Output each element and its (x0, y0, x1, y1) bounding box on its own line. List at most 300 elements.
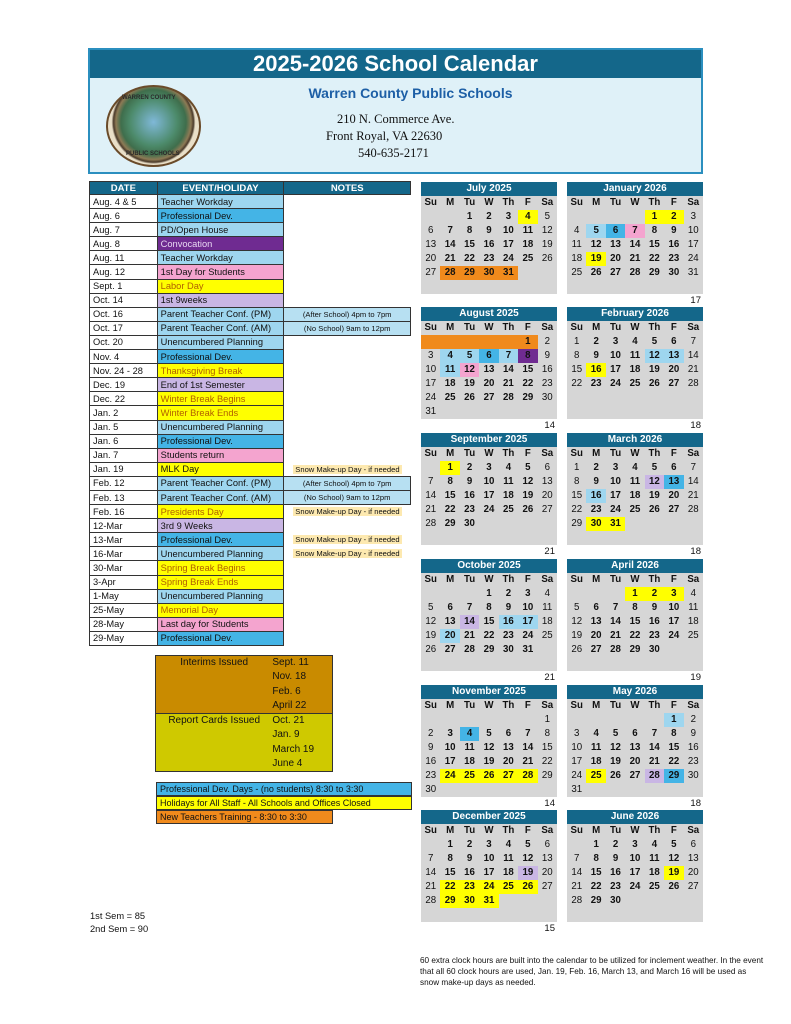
weekday-header: M (446, 574, 455, 585)
calendar-day: 18 (649, 867, 660, 878)
event-note-text: (After School) 4pm to 7pm (302, 309, 392, 319)
calendar-empty-cell (460, 783, 479, 797)
month-calendar (567, 182, 703, 308)
calendar-day: 28 (440, 266, 459, 280)
instructional-day-count (567, 922, 703, 936)
month-grid (567, 196, 703, 294)
calendar-day: 12 (425, 616, 437, 627)
weekday-header: Th (648, 448, 661, 459)
event-name: Professional Dev. (157, 533, 284, 547)
calendar-day: 3 (525, 588, 531, 599)
weekday-header: F (524, 825, 531, 836)
calendar-empty-cell (499, 657, 518, 671)
calendar-empty-cell (479, 517, 498, 531)
calendar-empty-cell (499, 335, 518, 349)
weekday-header: Su (570, 322, 583, 333)
event-note (284, 350, 411, 364)
calendar-day: 17 (483, 490, 495, 501)
calendar-empty-cell (586, 210, 605, 224)
weekday-header: Th (648, 322, 661, 333)
month-grid (567, 321, 703, 419)
event-row (90, 533, 411, 547)
calendar-empty-cell (645, 405, 664, 419)
event-row (90, 603, 411, 617)
event-name: Winter Break Begins (157, 392, 284, 406)
event-note-text: Snow Make-up Day - if needed (295, 549, 400, 559)
weekday-header: Tu (464, 197, 476, 208)
weekday-header: Su (570, 448, 583, 459)
calendar-day: 23 (483, 253, 495, 264)
calendar-day: 12 (610, 742, 621, 753)
calendar-day: 26 (610, 770, 621, 781)
event-name: 3rd 9 Weeks (157, 519, 284, 533)
calendar-day: 23 (649, 630, 660, 641)
weekday-header: Su (424, 448, 437, 459)
calendar-day: 5 (651, 336, 658, 347)
calendar-day: 23 (590, 378, 602, 389)
calendar-day: 11 (522, 225, 533, 236)
event-row (90, 617, 411, 631)
calendar-day: 18 (687, 616, 699, 627)
event-name: Unencumbered Planning (157, 335, 284, 349)
calendar-day: 22 (629, 630, 641, 641)
weekday-header: Su (570, 700, 583, 711)
calendar-day: 12 (590, 239, 602, 250)
semester-totals (90, 910, 148, 936)
calendar-day: 23 (668, 253, 680, 264)
event-note (284, 617, 411, 631)
calendar-day: 9 (505, 602, 512, 613)
calendar-day: 20 (425, 253, 437, 264)
calendar-empty-cell (421, 210, 440, 224)
calendar-day: 15 (571, 490, 583, 501)
calendar-day: 15 (590, 867, 602, 878)
event-row (90, 378, 411, 392)
calendar-day: 8 (466, 225, 473, 236)
calendar-day: 5 (544, 211, 550, 222)
event-row (90, 392, 411, 406)
calendar-day: 13 (664, 349, 683, 363)
weekday-header: Th (648, 825, 661, 836)
calendar-day: 15 (541, 742, 553, 753)
calendar-day: 3 (690, 211, 696, 222)
calendar-day: 21 (522, 756, 534, 767)
interims-label: Interims Issued (180, 657, 249, 668)
calendar-empty-cell (645, 391, 664, 405)
calendar-empty-cell (518, 405, 537, 419)
calendar-day: 7 (466, 602, 473, 613)
calendar-day: 25 (687, 630, 699, 641)
calendar-day: 24 (483, 504, 495, 515)
calendar-day: 12 (522, 476, 534, 487)
calendar-day: 24 (610, 378, 621, 389)
calendar-day: 5 (574, 602, 580, 613)
calendar-day: 26 (541, 253, 553, 264)
month-title: July 2025 (421, 182, 557, 196)
calendar-empty-cell (518, 517, 537, 531)
month-title: November 2025 (421, 685, 557, 699)
calendar-day: 29 (629, 644, 641, 655)
calendar-day: 9 (486, 225, 492, 236)
calendar-empty-cell (606, 210, 625, 224)
event-note (284, 335, 411, 349)
weekday-header: M (592, 322, 601, 333)
calendar-day: 3 (612, 462, 619, 473)
event-row (90, 223, 411, 237)
interims-box (155, 655, 333, 714)
event-date: Feb. 16 (90, 505, 158, 519)
calendar-day: 2 (505, 588, 512, 599)
weekday-header: Su (424, 574, 437, 585)
calendar-empty-cell (538, 280, 557, 294)
calendar-day: 26 (668, 881, 680, 892)
event-row (90, 462, 411, 476)
event-note (284, 533, 411, 547)
calendar-day: 14 (687, 476, 699, 487)
calendar-day: 20 (440, 629, 459, 643)
weekday-header: Su (570, 825, 583, 836)
weekday-header: Tu (610, 700, 622, 711)
event-date: Aug. 7 (90, 223, 158, 237)
calendar-day: 14 (444, 239, 456, 250)
calendar-empty-cell (586, 713, 605, 727)
calendar-day: 23 (464, 504, 475, 515)
calendar-day: 13 (629, 742, 641, 753)
event-note (284, 364, 411, 378)
calendar-empty-cell (645, 517, 664, 531)
calendar-day: 29 (590, 895, 602, 906)
weekday-header: M (446, 197, 455, 208)
event-name: Students return (157, 448, 284, 462)
event-row (90, 335, 411, 349)
calendar-empty-cell (664, 405, 683, 419)
calendar-day: 9 (593, 476, 599, 487)
calendar-day: 20 (541, 867, 553, 878)
weekday-header: Sa (687, 700, 700, 711)
logo-text-bottom: PUBLIC SCHOOLS (126, 151, 180, 157)
calendar-day: 2 (612, 839, 619, 850)
calendar-day: 23 (425, 770, 437, 781)
calendar-day: 30 (541, 392, 553, 403)
calendar-day: 4 (632, 336, 638, 347)
event-date: Dec. 19 (90, 378, 158, 392)
event-note (284, 307, 411, 321)
calendar-day: 9 (544, 350, 550, 361)
calendar-day: 12 (571, 616, 583, 627)
calendar-empty-cell (460, 280, 479, 294)
event-row (90, 406, 411, 420)
calendar-empty-cell (460, 713, 479, 727)
calendar-day: 16 (541, 364, 553, 375)
calendar-day: 24 (610, 504, 621, 515)
calendar-day: 16 (464, 490, 475, 501)
calendar-day: 16 (586, 363, 605, 377)
event-row (90, 195, 411, 209)
calendar-empty-cell (645, 783, 664, 797)
instructional-day-count: 21 (544, 672, 555, 683)
calendar-day: 2 (690, 714, 696, 725)
event-date: Jan. 5 (90, 420, 158, 434)
calendar-empty-cell (684, 531, 703, 545)
semester-1-total: 1st Sem = 85 (90, 911, 146, 921)
event-name: Parent Teacher Conf. (PM) (157, 476, 284, 490)
event-note (284, 378, 411, 392)
calendar-day: 13 (664, 475, 683, 489)
calendar-day: 21 (425, 881, 437, 892)
weekday-header: F (524, 700, 531, 711)
calendar-empty-cell (421, 335, 440, 349)
report-schedule (155, 655, 333, 772)
instructional-day-count: 17 (690, 295, 701, 306)
calendar-day: 31 (425, 406, 437, 417)
calendar-empty-cell (606, 908, 625, 922)
calendar-day: 21 (503, 378, 514, 389)
header-panel (88, 48, 703, 174)
month-title: December 2025 (421, 810, 557, 824)
weekday-header: Tu (610, 322, 622, 333)
event-row (90, 448, 411, 462)
event-row (90, 209, 411, 223)
calendar-empty-cell (684, 280, 703, 294)
calendar-empty-cell (645, 280, 664, 294)
weekday-header: F (524, 197, 531, 208)
calendar-day: 31 (522, 644, 534, 655)
event-row (90, 589, 411, 603)
calendar-empty-cell (440, 657, 459, 671)
calendar-day: 11 (629, 350, 641, 361)
calendar-day: 3 (632, 839, 638, 850)
calendar-day: 16 (464, 867, 475, 878)
instructional-day-count: 18 (690, 546, 701, 557)
event-date: Aug. 12 (90, 265, 158, 279)
calendar-day: 14 (649, 742, 660, 753)
calendar-day: 24 (479, 880, 498, 894)
calendar-day: 21 (464, 630, 475, 641)
calendar-empty-cell (567, 587, 586, 601)
calendar-day: 1 (625, 587, 644, 601)
calendar-day: 28 (425, 518, 437, 529)
event-row (90, 307, 411, 321)
calendar-day: 22 (440, 880, 459, 894)
event-note (284, 434, 411, 448)
calendar-day: 18 (464, 756, 475, 767)
weekday-header: W (484, 322, 494, 333)
month-title: March 2026 (567, 433, 703, 447)
calendar-day: 20 (687, 867, 699, 878)
event-row (90, 321, 411, 335)
calendar-day: 29 (522, 392, 534, 403)
event-date: 3-Apr (90, 575, 158, 589)
calendar-day: 1 (447, 839, 453, 850)
calendar-day: 15 (668, 742, 680, 753)
weekday-header: F (670, 197, 677, 208)
calendar-empty-cell (538, 517, 557, 531)
calendar-day: 24 (440, 769, 459, 783)
calendar-day: 28 (464, 644, 475, 655)
calendar-day: 28 (571, 895, 583, 906)
calendar-day: 6 (671, 462, 677, 473)
calendar-day: 8 (632, 602, 638, 613)
calendar-empty-cell (460, 335, 479, 349)
calendar-day: 18 (444, 378, 456, 389)
calendar-empty-cell (586, 657, 605, 671)
calendar-day: 2 (466, 462, 473, 473)
calendar-day: 17 (668, 616, 680, 627)
calendar-day: 4 (440, 349, 459, 363)
calendar-day: 31 (571, 784, 583, 795)
calendar-day: 15 (571, 364, 583, 375)
calendar-day: 17 (629, 867, 641, 878)
calendar-day: 1 (645, 210, 664, 224)
event-row (90, 350, 411, 364)
calendar-day: 27 (541, 504, 553, 515)
calendar-day: 28 (425, 895, 437, 906)
calendar-day: 11 (503, 853, 514, 864)
event-note (284, 519, 411, 533)
calendar-day: 8 (518, 349, 537, 363)
month-grid (421, 824, 557, 922)
calendar-day: 16 (668, 239, 680, 250)
event-date: Jan. 19 (90, 462, 158, 476)
address-line-1: 210 N. Commerce Ave. (337, 112, 455, 126)
calendar-empty-cell (499, 783, 518, 797)
event-name: Professional Dev. (157, 434, 284, 448)
event-date: 28-May (90, 617, 158, 631)
calendar-day: 26 (522, 504, 534, 515)
calendar-day: 8 (574, 350, 580, 361)
calendar-day: 7 (428, 476, 434, 487)
calendar-day: 3 (664, 587, 683, 601)
calendar-empty-cell (684, 894, 703, 908)
calendar-day: 25 (586, 769, 605, 783)
calendar-empty-cell (684, 643, 703, 657)
calendar-day: 22 (483, 630, 495, 641)
month-calendar (567, 307, 703, 433)
calendar-day: 27 (668, 504, 680, 515)
calendar-empty-cell (606, 531, 625, 545)
event-date: 1-May (90, 589, 158, 603)
events-table (89, 181, 411, 646)
calendar-empty-cell (421, 461, 440, 475)
calendar-day: 28 (687, 504, 699, 515)
calendar-day: 2 (593, 336, 599, 347)
weekday-header: Su (424, 825, 437, 836)
calendar-day: 19 (464, 378, 475, 389)
calendar-day: 8 (447, 476, 453, 487)
calendar-day: 23 (610, 881, 621, 892)
calendar-empty-cell (664, 643, 683, 657)
calendar-empty-cell (645, 657, 664, 671)
calendar-day: 6 (606, 224, 625, 238)
calendar-empty-cell (625, 908, 644, 922)
event-row (90, 434, 411, 448)
weekday-header: Sa (687, 322, 700, 333)
event-date: Aug. 8 (90, 237, 158, 251)
calendar-empty-cell (460, 531, 479, 545)
weekday-header: W (484, 574, 494, 585)
calendar-day: 16 (586, 489, 605, 503)
weekday-header: W (484, 448, 494, 459)
calendar-day: 8 (574, 476, 580, 487)
event-note (284, 631, 411, 645)
event-name: Professional Dev. (157, 350, 284, 364)
calendar-day: 11 (542, 602, 553, 613)
calendar-day: 10 (425, 364, 437, 375)
event-date: 12-Mar (90, 519, 158, 533)
calendar-day: 3 (447, 728, 453, 739)
calendar-day: 8 (651, 225, 658, 236)
calendar-day: 21 (629, 253, 641, 264)
event-note-text: (No School) 9am to 12pm (303, 493, 391, 503)
calendar-day: 15 (649, 239, 660, 250)
weekday-header: Th (648, 574, 661, 585)
weekday-header: Sa (541, 322, 554, 333)
calendar-day: 6 (544, 839, 550, 850)
calendar-day: 28 (518, 769, 537, 783)
calendar-day: 2 (664, 210, 683, 224)
calendar-day: 19 (649, 490, 660, 501)
calendar-day: 16 (687, 742, 699, 753)
calendar-empty-cell (460, 405, 479, 419)
legend-holidays: Holidays for All Staff - All Schools and Offices Closed (156, 796, 412, 810)
calendar-empty-cell (479, 713, 498, 727)
weekday-header: Sa (541, 825, 554, 836)
calendar-empty-cell (499, 713, 518, 727)
calendar-day: 14 (571, 867, 583, 878)
calendar-day: 29 (460, 266, 479, 280)
calendar-day: 30 (586, 517, 605, 531)
calendar-empty-cell (479, 335, 498, 349)
event-date: Oct. 14 (90, 293, 158, 307)
calendar-day: 25 (460, 769, 479, 783)
calendar-day: 14 (425, 867, 437, 878)
calendar-empty-cell (684, 783, 703, 797)
calendar-day: 24 (687, 253, 699, 264)
calendar-day: 4 (544, 588, 550, 599)
calendar-day: 4 (690, 588, 696, 599)
event-name: Presidents Day (157, 505, 284, 519)
calendar-day: 25 (522, 253, 534, 264)
calendar-empty-cell (625, 405, 644, 419)
calendar-empty-cell (479, 908, 498, 922)
address-line-2: Front Royal, VA 22630 (326, 129, 443, 143)
calendar-day: 23 (460, 880, 479, 894)
calendar-day: 12 (645, 349, 664, 363)
weekday-header: Sa (541, 574, 554, 585)
event-name: End of 1st Semester (157, 378, 284, 392)
calendar-day: 1 (440, 461, 459, 475)
calendar-day: 5 (612, 728, 619, 739)
event-name: Last day for Students (157, 617, 284, 631)
event-row (90, 293, 411, 307)
instructional-day-count: 14 (544, 420, 555, 431)
calendar-empty-cell (586, 783, 605, 797)
calendar-day: 5 (428, 602, 434, 613)
event-name: Parent Teacher Conf. (AM) (157, 321, 284, 335)
calendar-day: 11 (571, 239, 582, 250)
calendar-day: 1 (664, 713, 683, 727)
calendar-empty-cell (645, 894, 664, 908)
weekday-header: Su (570, 197, 583, 208)
calendar-day: 14 (610, 616, 621, 627)
calendar-day: 13 (687, 853, 699, 864)
month-calendar (421, 559, 557, 685)
snow-day-footnote: 60 extra clock hours are built into the calendar to be utilized for inclement weather. In the event that all 60 clock hours are used, Jan. 19, Feb. 16, March 13, and March 16 will be used as snow make-up days as needed. (420, 956, 764, 987)
calendar-empty-cell (421, 280, 440, 294)
event-name: Spring Break Ends (157, 575, 284, 589)
report-card-date: June 4 (272, 758, 303, 770)
event-row (90, 561, 411, 575)
